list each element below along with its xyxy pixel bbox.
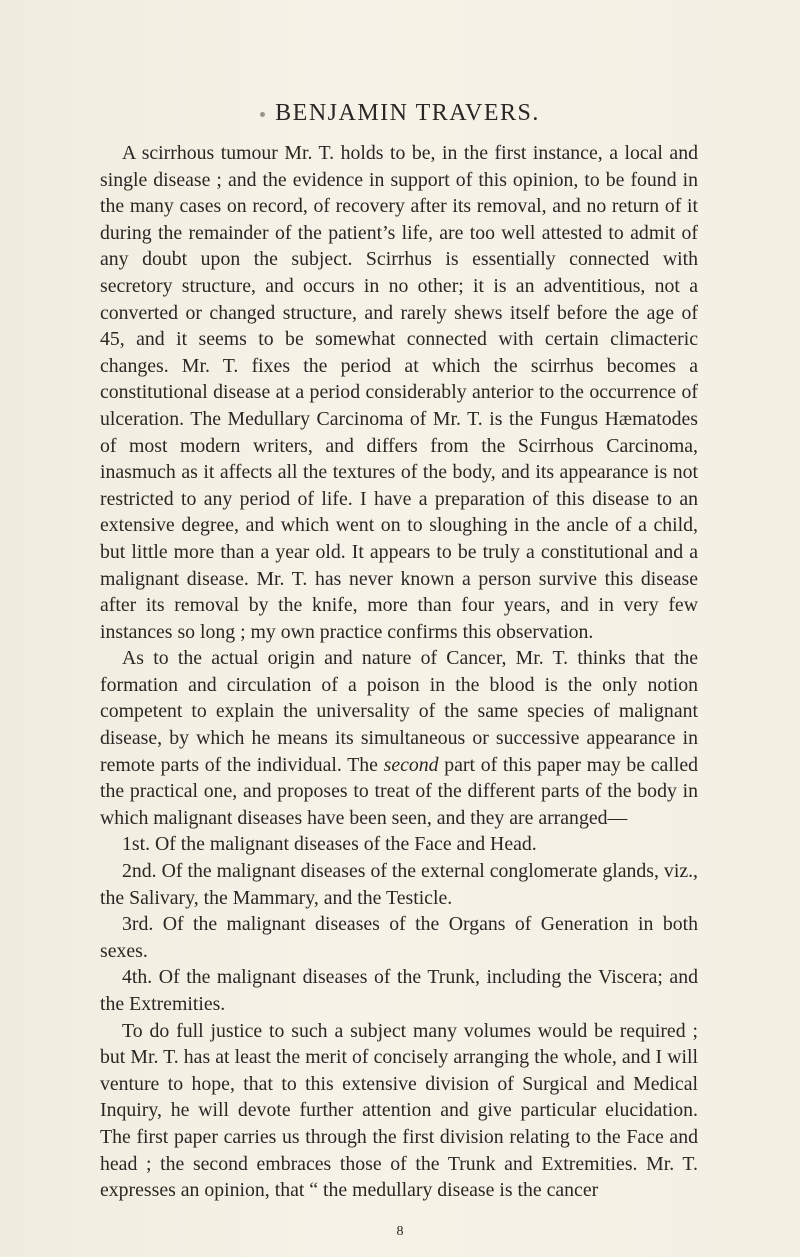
emphasis-second: second: [383, 753, 439, 776]
paragraph-origin-continued: part of this paper may be called the practical one, and proposes to treat of the different parts of the body in which malignant diseases have been seen, and they are arranged—: [100, 753, 698, 829]
page-number: 8: [396, 1224, 404, 1239]
paragraph-justice: To do full justice to such a subject many volumes would be required ; but Mr. T. has at least the merit of concisely arranging the whole, and I will venture to hope, that to this extensive division of Surgical and Medical Inquiry, he will devote further attention and give particular elucidation. The first paper carries us through the first division relating to the Face and head ; the second embraces those of the Trunk and Extremities. Mr. T. expresses an opinion, that “ the medullary disease is the cancer: [100, 1019, 698, 1202]
running-header: [0, 100, 800, 127]
running-header-text: BENJAMIN TRAVERS.: [275, 100, 540, 126]
list-item-first: 1st. Of the malignant diseases of the Face and Head.: [122, 833, 537, 856]
paragraph-scirrhus: A scirrhous tumour Mr. T. holds to be, in the first instance, a local and single disease ; and the evidence in support of this opinion, to be found in the many cases on record, of recovery after its removal, and no return of it during the remainder of the patient’s life, are too well attested to admit of any doubt upon the subject. Scirrhus is essentially connected with secretory structure, and occurs in no other; it is an adventitious, not a converted or changed structure, and rarely shews itself before the age of 45, and it seems to be somewhat connected with certain climacteric changes. Mr. T. fixes the period at which the scirrhus becomes a constitutional disease at a period considerably anterior to the occurrence of ulceration. The Medullary Carcinoma of Mr. T. is the Fungus Hæmatodes of most modern writers, and differs from the Scirrhous Carcinoma, inasmuch as it affects all the textures of the body, and its appearance is not restricted to any period of life. I have a preparation of this disease to an extensive degree, and which went on to sloughing in the ancle of a child, but little more than a year old. It appears to be truly a constitutional and a malignant disease. Mr. T. has never known a person survive this disease after its removal by the knife, more than four years, and in very few instances so long ; my own practice confirms this observation.: [100, 142, 698, 643]
page-body: [100, 140, 698, 1204]
paragraph-origin: [100, 645, 698, 831]
ink-dot: [260, 112, 265, 117]
list-item-third: 3rd. Of the malignant diseases of the Organs of Generation in both sexes.: [100, 913, 698, 962]
list-item-fourth: 4th. Of the malignant diseases of the Trunk, including the Viscera; and the Extremities.: [100, 966, 698, 1015]
list-item-second: 2nd. Of the malignant diseases of the external conglomerate glands, viz., the Salivary, the Mammary, and the Testicle.: [100, 860, 698, 909]
paragraph-origin-text: As to the actual origin and nature of Cancer, Mr. T. thinks that the formation and circulation of a poison in the blood is the only notion competent to explain the universality of the same species of malignant disease, by which he means its simultaneous or successive appearance in remote parts of the individual. The: [100, 647, 698, 776]
